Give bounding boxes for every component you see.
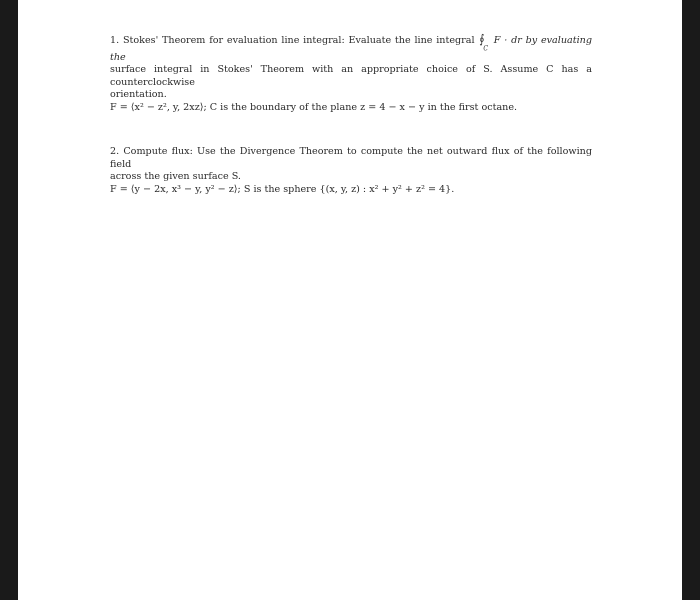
problem-2 — [110, 146, 592, 196]
problem-2-line-1: 2. Compute flux: Use the Divergence Theorem to compute the net outward flux of the following field — [110, 146, 592, 170]
problem-1-line-3: orientation. — [110, 89, 167, 101]
document-page — [18, 0, 682, 600]
problem-2-field-definition: F = ⟨y − 2x, x³ − y, y² − z⟩; S is the sphere {(x, y, z) : x² + y² + z² = 4}. — [110, 183, 455, 195]
problem-1 — [110, 32, 592, 114]
problem-1-field-definition: F = ⟨x² − z², y, 2xz⟩; C is the boundary of the plane z = 4 − x − y in the first octane. — [110, 101, 518, 113]
problem-1-intro-text: 1. Stokes' Theorem for evaluation line integral: Evaluate the line integral — [110, 35, 475, 46]
contour-integral-symbol — [479, 33, 489, 54]
integral-glyph: ∮ — [479, 32, 485, 47]
integral-subscript: C — [483, 44, 488, 53]
problem-1-line-2: surface integral in Stokes' Theorem with an appropriate choice of S. Assume C has a counterclockwise — [110, 64, 592, 88]
problem-1-integrand-text: F · dr by evaluating the — [110, 35, 592, 63]
problem-1-line-1 — [110, 32, 592, 64]
problem-2-line-2: across the given surface S. — [110, 171, 241, 183]
